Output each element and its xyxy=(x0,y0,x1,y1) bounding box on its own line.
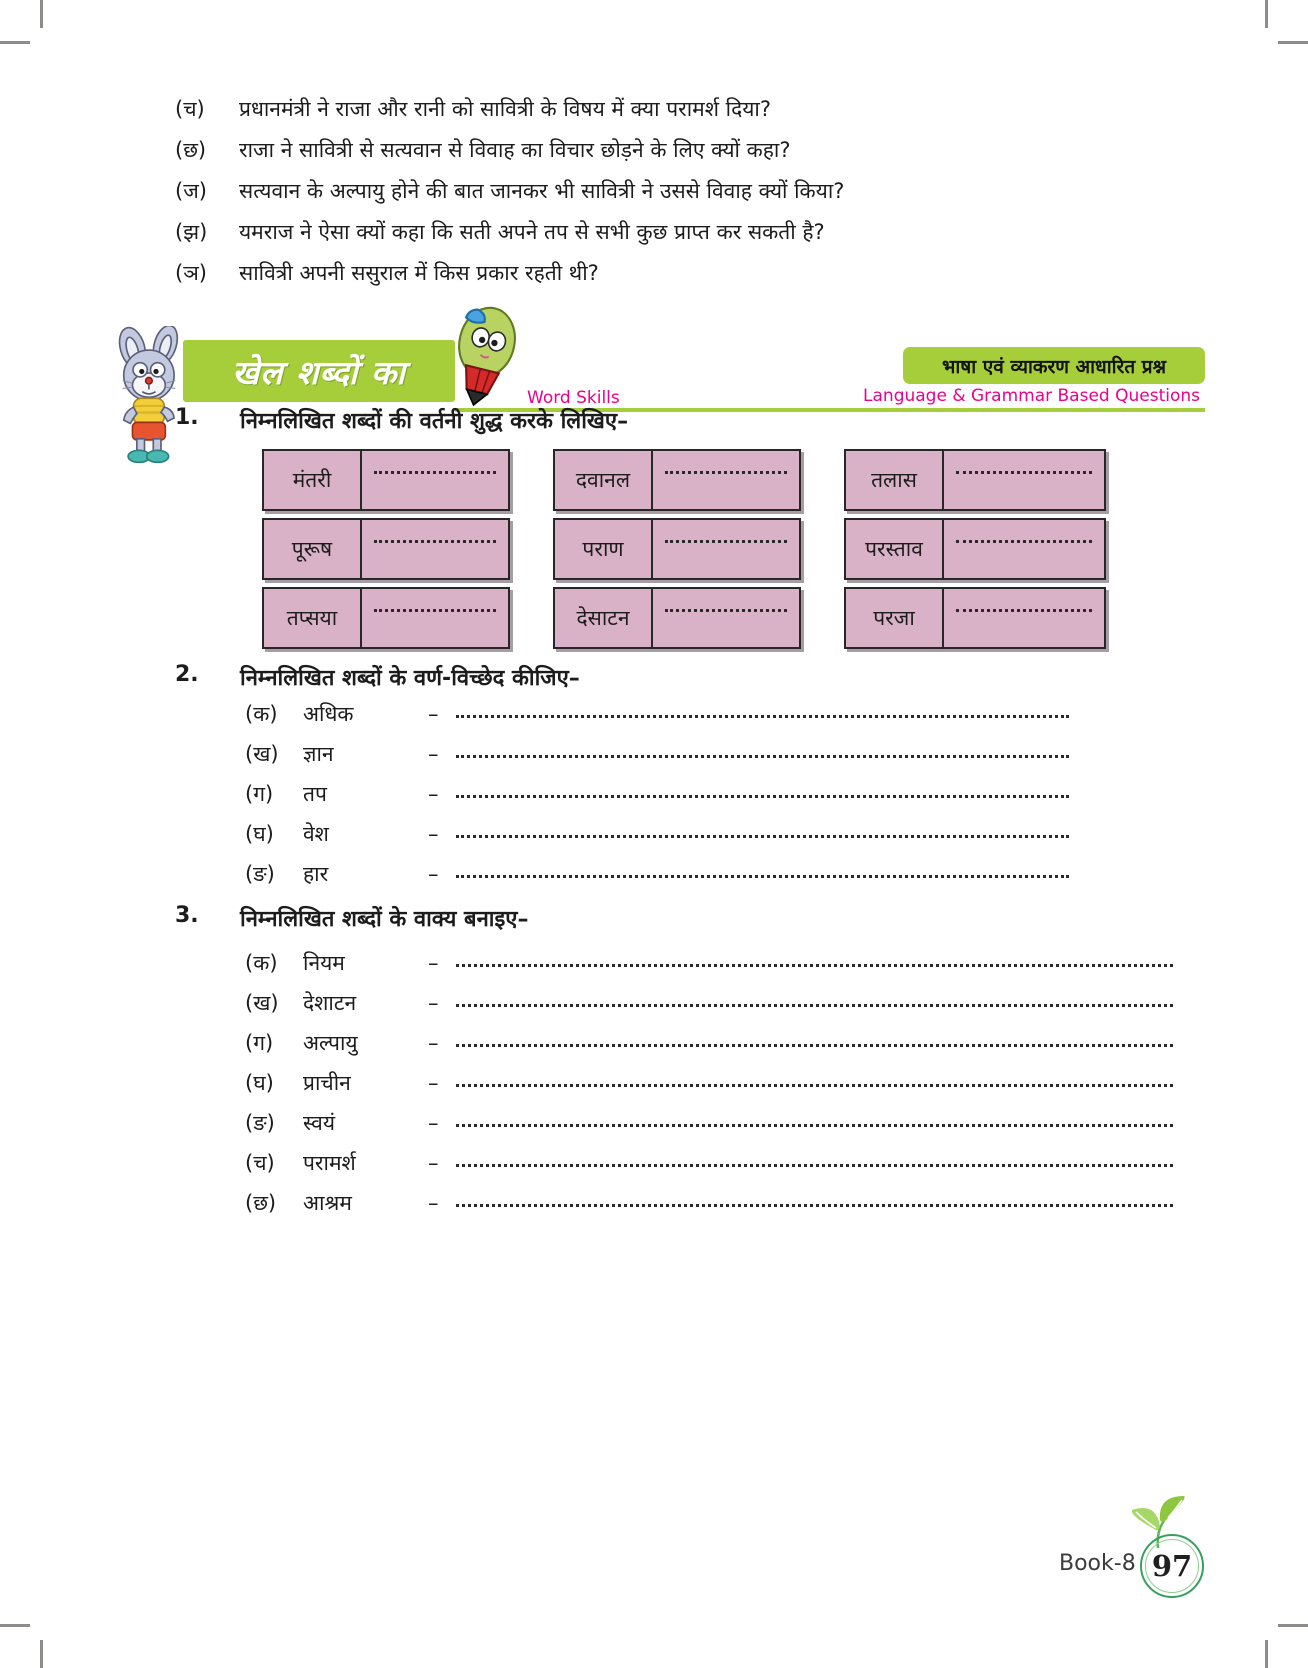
section-banner xyxy=(183,340,455,402)
question-label: (झ) xyxy=(175,220,208,244)
question-label: (ज) xyxy=(175,179,207,203)
item-word: तप xyxy=(303,782,327,806)
list-item xyxy=(245,990,1173,1030)
item-word: प्राचीन xyxy=(303,1071,351,1095)
spelling-box xyxy=(844,587,1106,649)
item-word: आश्रम xyxy=(303,1191,352,1215)
answer-area xyxy=(944,589,1104,647)
item-word: नियम xyxy=(303,951,345,975)
question-text: सत्यवान के अल्पायु होने की बात जानकर भी सावित्री ने उससे विवाह क्यों किया? xyxy=(239,179,845,203)
item-dash: – xyxy=(428,1071,439,1095)
misspelled-word: तलास xyxy=(846,451,944,509)
crop-mark xyxy=(0,41,30,44)
question-text: राजा ने सावित्री से सत्यवान से विवाह का विचार छोड़ने के लिए क्यों कहा? xyxy=(239,138,791,162)
answer-dotted-line xyxy=(456,861,1069,878)
list-item xyxy=(245,1070,1173,1110)
spelling-box xyxy=(553,587,801,649)
exercise-heading-text: निम्नलिखित शब्दों के वाक्य बनाइए– xyxy=(240,907,529,932)
list-item xyxy=(245,1150,1173,1190)
item-label: (च) xyxy=(245,1151,275,1175)
question-item xyxy=(175,137,1095,163)
list-item xyxy=(245,701,1069,741)
item-word: ज्ञान xyxy=(303,742,334,766)
exercise-3-heading xyxy=(175,903,528,933)
answer-dotted-line xyxy=(456,950,1173,967)
answer-area xyxy=(653,520,799,578)
answer-area xyxy=(362,520,508,578)
question-item xyxy=(175,96,1095,122)
item-label: (ख) xyxy=(245,991,279,1015)
crop-mark xyxy=(40,0,43,28)
answer-area xyxy=(944,520,1104,578)
list-item xyxy=(245,1110,1173,1150)
question-text: सावित्री अपनी ससुराल में किस प्रकार रहती थी? xyxy=(239,261,599,285)
item-label: (ग) xyxy=(245,782,274,806)
misspelled-word: परजा xyxy=(846,589,944,647)
page-number-badge xyxy=(1140,1534,1204,1598)
misspelled-word: देसाटन xyxy=(555,589,653,647)
answer-dotted-line xyxy=(456,1070,1173,1087)
answer-dotted-line xyxy=(456,990,1173,1007)
question-item xyxy=(175,178,1095,204)
item-word: अल्पायु xyxy=(303,1031,358,1055)
crop-mark xyxy=(0,1624,30,1627)
item-word: वेश xyxy=(303,822,329,846)
section-title: खेल शब्दों का xyxy=(232,352,406,392)
misspelled-word: पराण xyxy=(555,520,653,578)
grammar-banner-subtitle: Language & Grammar Based Questions xyxy=(863,386,1200,406)
item-label: (घ) xyxy=(245,1071,274,1095)
list-item xyxy=(245,1190,1173,1230)
answer-area xyxy=(944,451,1104,509)
item-dash: – xyxy=(428,1031,439,1055)
exercise-number: 3. xyxy=(175,903,199,928)
answer-dotted-line xyxy=(665,471,787,474)
item-word: अधिक xyxy=(303,702,354,726)
answer-dotted-line xyxy=(956,471,1092,474)
question-list xyxy=(175,96,1095,286)
exercise-2-heading xyxy=(175,662,580,692)
answer-dotted-line xyxy=(456,1110,1173,1127)
answer-dotted-line xyxy=(374,609,496,612)
crop-mark xyxy=(1278,1624,1308,1627)
question-label: (ञ) xyxy=(175,261,207,285)
question-text: प्रधानमंत्री ने राजा और रानी को सावित्री के विषय में क्या परामर्श दिया? xyxy=(239,97,772,121)
answer-dotted-line xyxy=(456,741,1069,758)
exercise-heading-text: निम्नलिखित शब्दों की वर्तनी शुद्ध करके लिखिए– xyxy=(240,409,629,434)
item-word: परामर्श xyxy=(303,1151,356,1175)
answer-dotted-line xyxy=(665,609,787,612)
answer-dotted-line xyxy=(456,1030,1173,1047)
item-word: स्वयं xyxy=(303,1111,336,1135)
item-label: (ख) xyxy=(245,742,279,766)
spelling-box xyxy=(262,518,510,580)
item-dash: – xyxy=(428,742,439,766)
banner-subtitle: Word Skills xyxy=(527,388,620,408)
item-dash: – xyxy=(428,951,439,975)
exercise-3-items xyxy=(245,950,1173,1230)
question-item xyxy=(175,219,1095,245)
item-label: (ङ) xyxy=(245,862,275,886)
book-label: Book-8 xyxy=(1059,1551,1136,1576)
spelling-box xyxy=(262,449,510,511)
crop-mark xyxy=(40,1640,43,1668)
item-word: देशाटन xyxy=(303,991,357,1015)
answer-dotted-line xyxy=(374,471,496,474)
pencil-mascot-icon xyxy=(446,300,526,410)
answer-area xyxy=(653,451,799,509)
answer-dotted-line xyxy=(456,1190,1173,1207)
question-text: यमराज ने ऐसा क्यों कहा कि सती अपने तप से सभी कुछ प्राप्त कर सकती है? xyxy=(239,220,825,244)
spelling-box xyxy=(262,587,510,649)
item-dash: – xyxy=(428,1151,439,1175)
exercise-number: 1. xyxy=(175,405,199,430)
list-item xyxy=(245,1030,1173,1070)
answer-dotted-line xyxy=(665,540,787,543)
crop-mark xyxy=(1265,1640,1268,1668)
grammar-banner: भाषा एवं व्याकरण आधारित प्रश्न xyxy=(903,347,1205,384)
spelling-box xyxy=(844,449,1106,511)
question-item xyxy=(175,260,1095,286)
misspelled-word: परस्ताव xyxy=(846,520,944,578)
item-label: (ग) xyxy=(245,1031,274,1055)
spelling-box xyxy=(553,518,801,580)
item-label: (क) xyxy=(245,702,278,726)
item-dash: – xyxy=(428,782,439,806)
spelling-box-grid xyxy=(262,449,1106,649)
answer-dotted-line xyxy=(456,1150,1173,1167)
item-dash: – xyxy=(428,862,439,886)
exercise-1-heading xyxy=(175,405,628,435)
spelling-box xyxy=(553,449,801,511)
answer-dotted-line xyxy=(456,701,1069,718)
item-dash: – xyxy=(428,702,439,726)
answer-dotted-line xyxy=(456,821,1069,838)
answer-dotted-line xyxy=(956,609,1092,612)
item-dash: – xyxy=(428,991,439,1015)
answer-dotted-line xyxy=(456,781,1069,798)
question-label: (छ) xyxy=(175,138,207,162)
item-label: (छ) xyxy=(245,1191,277,1215)
item-dash: – xyxy=(428,1191,439,1215)
answer-area xyxy=(362,451,508,509)
item-label: (ङ) xyxy=(245,1111,275,1135)
answer-area xyxy=(362,589,508,647)
misspelled-word: मंतरी xyxy=(264,451,362,509)
answer-dotted-line xyxy=(374,540,496,543)
exercise-number: 2. xyxy=(175,662,199,687)
crop-mark xyxy=(1278,41,1308,44)
answer-area xyxy=(653,589,799,647)
list-item xyxy=(245,950,1173,990)
list-item xyxy=(245,781,1069,821)
list-item xyxy=(245,821,1069,861)
item-dash: – xyxy=(428,822,439,846)
misspelled-word: तप्सया xyxy=(264,589,362,647)
page-number: 97 xyxy=(1151,1549,1193,1583)
misspelled-word: दवानल xyxy=(555,451,653,509)
crop-mark xyxy=(1265,0,1268,28)
answer-dotted-line xyxy=(956,540,1092,543)
item-label: (क) xyxy=(245,951,278,975)
item-dash: – xyxy=(428,1111,439,1135)
item-word: हार xyxy=(303,862,329,886)
exercise-2-items xyxy=(245,701,1069,901)
spelling-box xyxy=(844,518,1106,580)
question-label: (च) xyxy=(175,97,205,121)
list-item xyxy=(245,861,1069,901)
item-label: (घ) xyxy=(245,822,274,846)
list-item xyxy=(245,741,1069,781)
exercise-heading-text: निम्नलिखित शब्दों के वर्ण-विच्छेद कीजिए– xyxy=(240,666,580,691)
misspelled-word: पूरूष xyxy=(264,520,362,578)
